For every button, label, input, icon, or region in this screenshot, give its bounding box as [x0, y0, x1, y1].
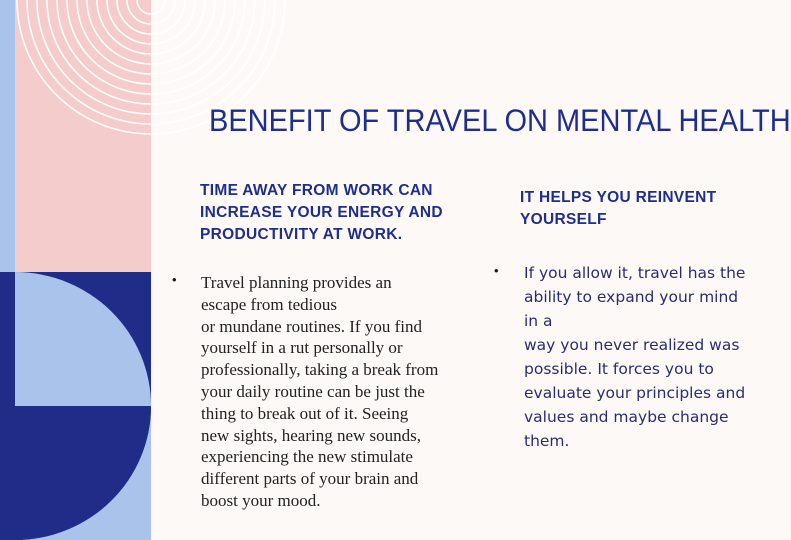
column-heading-reinvent-yourself: IT HELPS YOU REINVENT YOURSELF [520, 189, 717, 228]
decorative-side-panel [0, 0, 151, 540]
bullet-item-expand-mind [494, 261, 754, 453]
bullet-text: Travel planning provides an escape from tedious or mundane routines. If you find yourself in a rut personally or professionally, taking a break from your daily routine can be just the thing to break out of it. Seeing new sights, hearing new sounds, experiencing the new stimulate different parts of your brain and boost your mood. [201, 273, 439, 510]
column-heading-work-energy: TIME AWAY FROM WORK CAN INCREASE YOUR ENERGY AND PRODUCTIVITY AT WORK. [200, 182, 443, 243]
slide-title: BENEFIT OF TRAVEL ON MENTAL HEALTH [209, 104, 791, 139]
blue-stripe [0, 0, 15, 272]
bullet-text: If you allow it, travel has the ability to expand your mind in a way you never realized was possible. It forces you to evaluate your principles and values and maybe change them. [524, 264, 746, 450]
bullet-dot-icon: • [494, 263, 499, 278]
bullet-item-travel-planning [172, 272, 462, 512]
bullet-dot-icon: • [172, 272, 177, 287]
